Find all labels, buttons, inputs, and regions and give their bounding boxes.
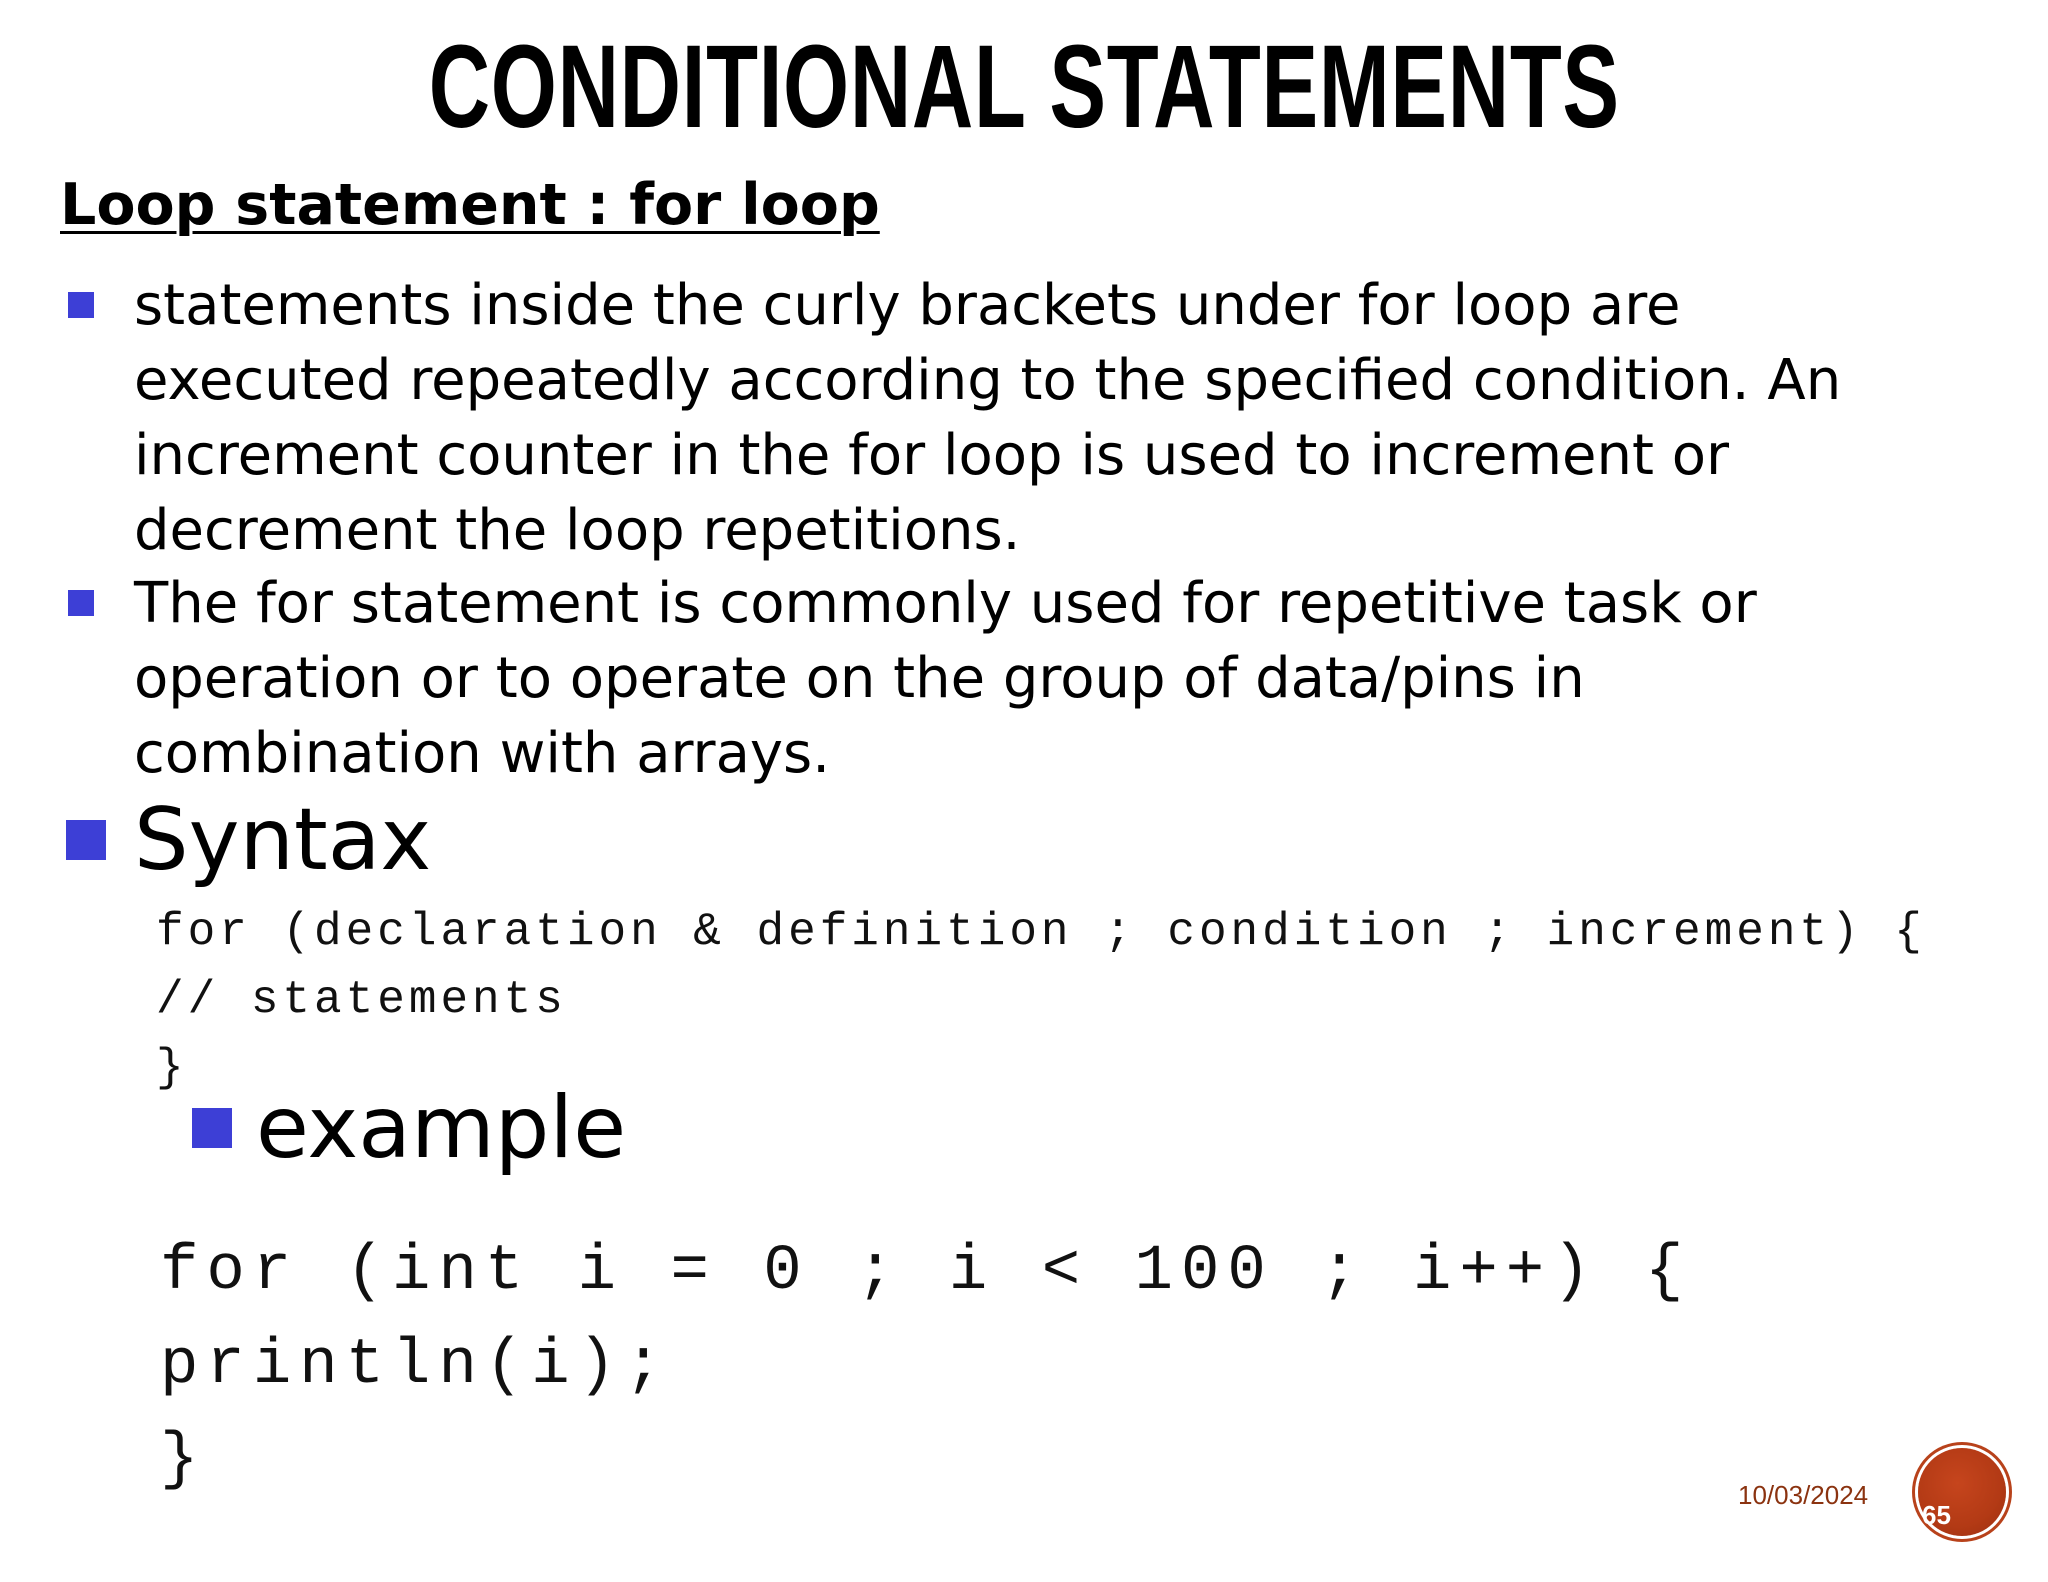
- code-line: }: [156, 1042, 188, 1094]
- code-line: for (int i = 0 ; i < 100 ; i++) {: [160, 1236, 1692, 1308]
- section-subheading: Loop statement : for loop: [60, 172, 880, 238]
- bullet-line: The for statement is commonly used for repetitive task or: [134, 571, 1757, 636]
- bullet-text: [134, 268, 1841, 568]
- code-line: // statements: [156, 974, 567, 1026]
- bullet-line: decrement the loop repetitions.: [134, 498, 1021, 563]
- bullet-text: [134, 566, 1757, 791]
- bullet-line: combination with arrays.: [134, 721, 831, 786]
- square-bullet-icon: [192, 1108, 232, 1148]
- code-line: println(i);: [160, 1330, 671, 1402]
- square-bullet-icon: [66, 820, 106, 860]
- bullet-line: statements inside the curly brackets under for loop are: [134, 273, 1681, 338]
- code-line: }: [160, 1424, 207, 1496]
- square-bullet-icon: [68, 292, 94, 318]
- code-line: for (declaration & definition ; condition ; increment) {: [156, 906, 1926, 958]
- bullet-item-example: [0, 1078, 2048, 1178]
- bullet-item-syntax: [0, 790, 2048, 890]
- square-bullet-icon: [68, 590, 94, 616]
- page-number: 65: [1922, 1500, 1951, 1530]
- slide-title: CONDITIONAL STATEMENTS: [428, 21, 1620, 153]
- bullet-line: operation or to operate on the group of data/pins in: [134, 646, 1585, 711]
- syntax-code-block: [156, 898, 1926, 1102]
- bullet-line: executed repeatedly according to the specified condition. An: [134, 348, 1842, 413]
- bullet-line: increment counter in the for loop is used to increment or: [134, 423, 1730, 488]
- footer-date: 10/03/2024: [1738, 1480, 1869, 1510]
- syntax-label: Syntax: [134, 790, 432, 890]
- example-label: example: [256, 1078, 627, 1178]
- example-code-block: [160, 1225, 1691, 1507]
